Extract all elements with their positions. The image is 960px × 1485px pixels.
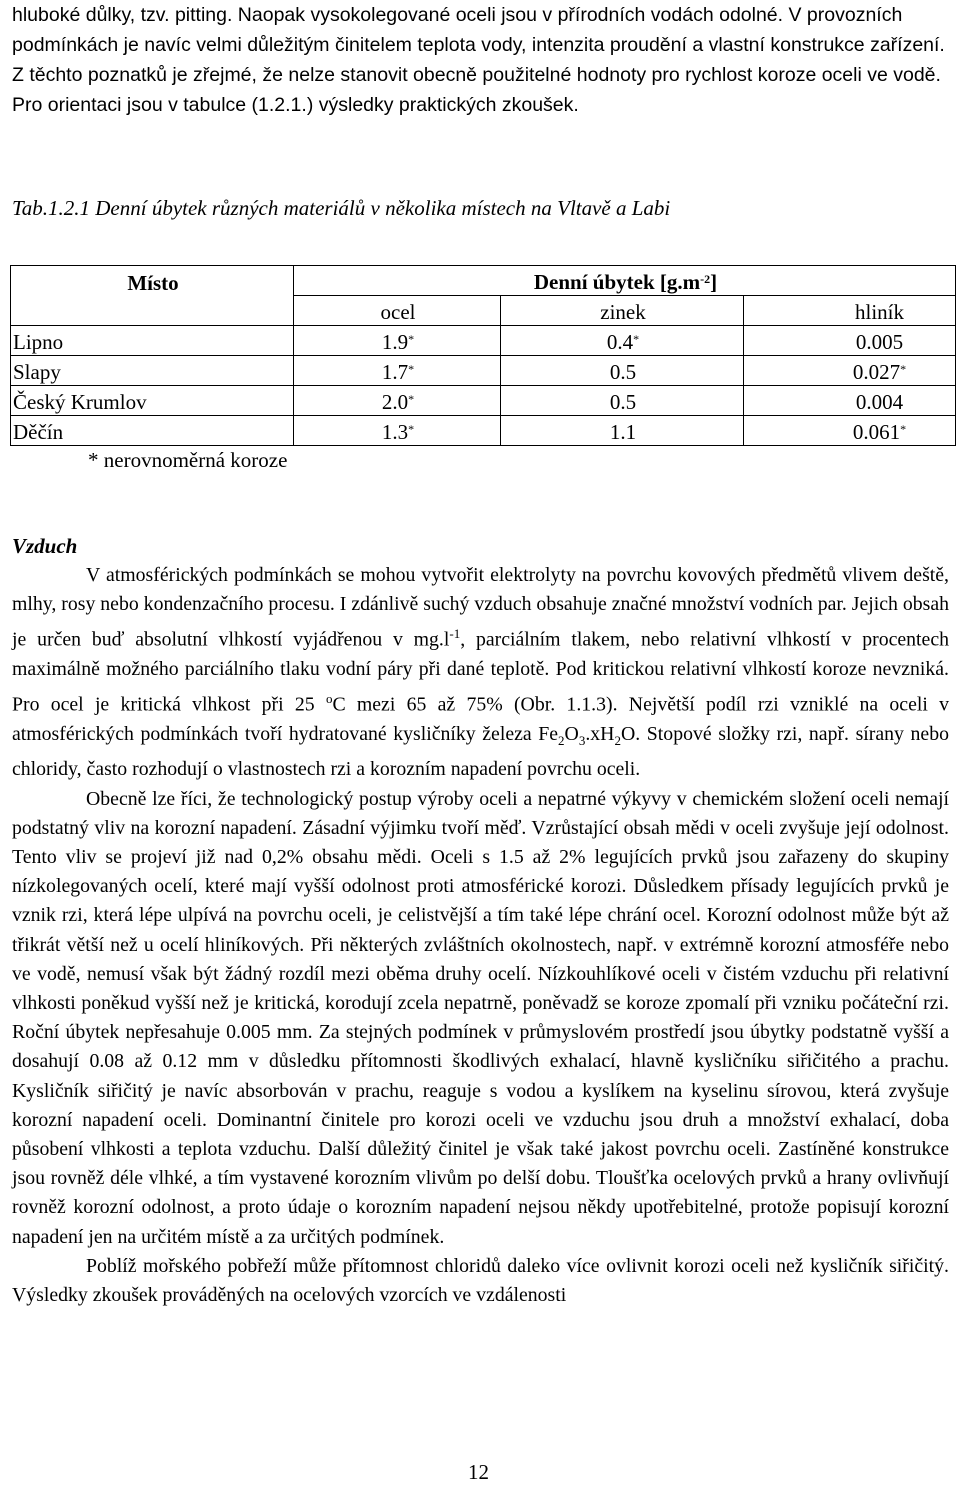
paragraph-1: V atmosférických podmínkách se mohou vytvořit elektrolyty na povrchu kovových předmětů vlivem deště, mlhy, rosy nebo kondenzačního procesu. I zdánlivě suchý vzduch obsahuje značné množství vodních par. Jejich obsah je určen buď absolutní vlhkostí vyjádřenou v $mg.l^{-1}$, parciálním tlakem, nebo relativní vlhkostí v procentech maximálně možného parciálního tlaku vodní páry při dané teplotě. Pod kritickou relativní vlhkostí koroze nevzniká. Pro ocel je kritická vlhkost při 25 $^o$C mezi 65 až 75% (Obr. 1.1.3). Největší podíl rzi vzniklé na oceli v atmosférických podmínkách tvoří hydratované kysličníky železa $Fe_2O_3.xH_2O$. Stopové složky rzi, např. sírany nebo chloridy, často rozhodují o vlastnostech rzi a korozním napadení povrchu oceli. [12,564,950,781]
table-footnote: * nerovnoměrná koroze [88,448,288,472]
table-subheader-row [11,296,956,326]
cell-hlinik: 0.004 [744,386,956,416]
table-row [11,416,956,446]
table-header-row [11,266,956,296]
header-ocel: ocel [294,296,501,326]
paragraph-3: Poblíž mořského pobřeží může přítomnost chloridů daleko více ovlivnit korozi oceli než kysličník siřičitý. Výsledky zkoušek prováděných na ocelových vzorcích ve vzdálenosti [12,1254,949,1307]
cell-zinek: 1.1 [501,416,744,446]
paragraph-2: Obecně lze říci, že technologický postup výroby oceli a nepatrné výkyvy v chemickém složení oceli nemají podstatný vliv na korozní napadení. Zásadní výjimku tvoří měď. Vzrůstající obsah mědi v oceli zvyšuje její odolnost. Tento vliv se projeví již nad 0,2% obsahu mědi. Oceli s 1.5 až 2% legujících prvků jsou zařazeny do skupiny nízkolegovaných ocelí, které mají vyšší odolnost proti atmosférické korozi. Důsledkem přísady legujících prvků je vznik rzi, která lépe ulpívá na povrchu oceli, je celistvější a tím také lépe chrání ocel. Korozní odolnost může být až třikrát větší než u ocelí hliníkových. Při některých zvláštních okolnostech, např. v extrémně korozní atmosféře nebo ve vodě, nemusí však být žádný rozdíl mezi oběma druhy ocelí. Nízkouhlíkové oceli v čistém vzduchu při relativní vlhkosti poněkud vyšší než je kritická, korodují zcela nepatrně, poněvadž se koroze zpomalí při vzniku počáteční rzi. Roční úbytek nepřesahuje 0.005 mm. Za stejných podmínek v průmyslovém prostředí jsou úbytky podstatně vyšší a dosahují 0.08 až 0.12 mm v důsledku přítomnosti škodlivých exhalací, hlavně kysličníku siřičitého a prachu. Kysličník siřičitý je navíc absorbován v prachu, reaguje s vodou a kyslíkem na kyselinu sírovou, která zvyšuje korozní napadení oceli. Dominantní činitele pro korozi oceli ve vzduchu jsou druh a množství exhalací, doba působení vlhkosti a teplota vzduchu. Další důležitý činitel je však také jakost povrchu oceli. Zastíněné konstrukce jsou rovněž déle vlhké, a tím vystavené korozním vlivům po delší dobu. Tloušťka ocelových prvků a hrany ovlivňují rovněž korozní odolnost, a proto údaje o korozním napadení nejsou někdy upotřebitelné, protože popisují korozní napadení jen na určitém místě a za určitých podmínek. [12,787,949,1248]
cell-zinek: 0.5 [501,386,744,416]
header-daily-loss: Denní úbytek $[g.m^{-2}]$ [294,266,956,296]
section-body [12,561,949,1310]
header-place: Místo [11,266,294,296]
cell-ocel: 2.0* [294,386,501,416]
cell-zinek: 0.5 [501,356,744,386]
header-empty [11,296,294,326]
table-row [11,326,956,356]
section-heading: Vzduch [12,534,78,558]
header-zinek: zinek [501,296,744,326]
cell-hlinik: 0.061* [744,416,956,446]
table-row [11,356,956,386]
cell-place: Český Krumlov [11,386,294,416]
intro-paragraph [12,0,952,120]
cell-ocel: 1.7* [294,356,501,386]
cell-ocel: 1.9* [294,326,501,356]
cell-place: Děčín [11,416,294,446]
cell-zinek: 0.4* [501,326,744,356]
table-row [11,386,956,416]
intro-text: hluboké důlky, tzv. pitting. Naopak vysokolegované oceli jsou v přírodních vodách odolné. V provozních podmínkách je navíc velmi důležitým činitelem teplota vody, intenzita proudění a vlastní konstrukce zařízení. Z těchto poznatků je zřejmé, že nelze stanovit obecně použitelné hodnoty pro rychlost koroze oceli ve vodě. Pro orientaci jsou v tabulce (1.2.1.) výsledky praktických zkoušek. [12,4,945,116]
cell-ocel: 1.3* [294,416,501,446]
cell-hlinik: 0.027* [744,356,956,386]
corrosion-table [10,265,956,446]
cell-hlinik: 0.005 [744,326,956,356]
table-caption: Tab.1.2.1 Denní úbytek různých materiálů v několika místech na Vltavě a Labi [12,196,671,220]
cell-place: Lipno [11,326,294,356]
cell-place: Slapy [11,356,294,386]
header-hlinik: hliník [744,296,956,326]
page-number: 12 [468,1460,489,1484]
